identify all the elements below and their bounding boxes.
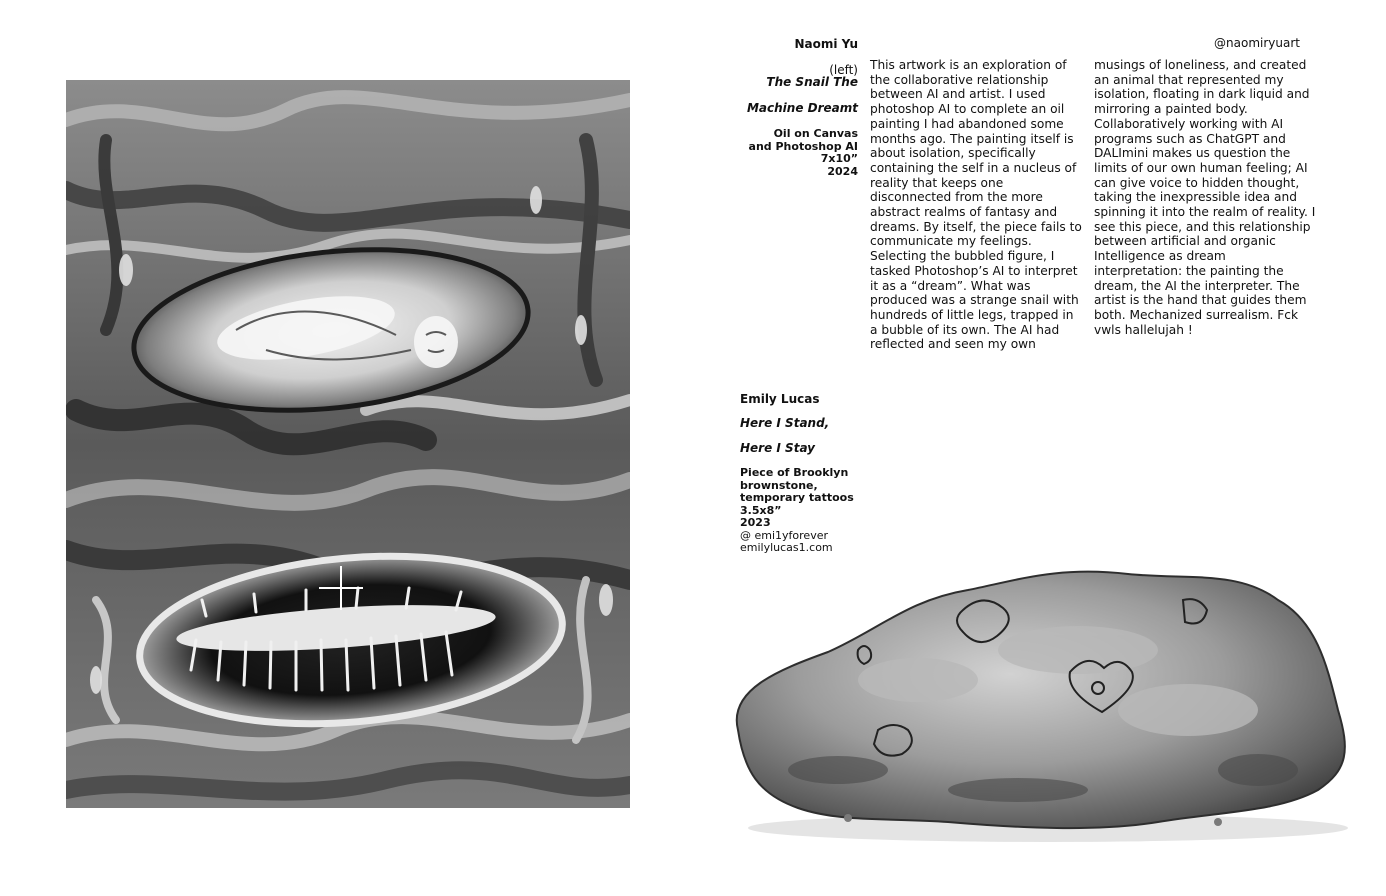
work-title-line2: Here I Stay <box>740 441 815 456</box>
naomi-caption <box>740 38 858 178</box>
painting-image <box>66 80 630 808</box>
medium-line1: Oil on Canvas <box>773 127 858 140</box>
artwork-year: 2023 <box>740 516 771 530</box>
artist-website: emilylucas1.com <box>740 541 833 555</box>
medium-line3: temporary tattoos <box>740 491 854 505</box>
artwork-year: 2024 <box>827 164 858 178</box>
essay-column-1: This artwork is an exploration of the collaborative relationship between AI and artist. I used photoshop AI to complete an oil painting I had abandoned some months ago. The painting itself is about isolation, specifically containing the self in a nucleus of reality that keeps one disconnected from the more abstract realms of fantasy and dreams. By itself, the piece fails to communicate my feelings. Selecting the bubbled figure, I tasked Photoshop’s AI to interpret it as a “dream”. What was produced was a strange snail with hundreds of little legs, trapped in a bubble of its own. The AI had reflected and seen my own <box>870 58 1082 352</box>
brownstone-rock-image <box>718 560 1358 850</box>
work-title-line2: Machine Dreamt <box>746 101 858 115</box>
work-title-line1: The Snail The <box>766 75 858 89</box>
artist-name-naomi: Naomi Yu <box>794 37 858 51</box>
emily-caption <box>740 393 900 555</box>
artwork-size: 7x10” <box>820 152 858 165</box>
position-note: (left) <box>829 63 858 77</box>
medium-line2: brownstone, <box>740 478 818 492</box>
artist-handle-naomi: @naomiryuart <box>1214 36 1300 50</box>
artwork-size: 3.5x8” <box>740 503 782 517</box>
medium-line1: Piece of Brooklyn <box>740 466 849 480</box>
work-title-line1: Here I Stand, <box>740 416 830 431</box>
medium-line2: and Photoshop AI <box>748 139 858 153</box>
essay-column-2: musings of loneliness, and created an animal that represented my isolation, floating in dark liquid and mirroring a painted body. Collaboratively working with AI programs such as ChatGPT and DALImini makes us question the limits of our own human feeling; AI can give voice to hidden thought, taking the inexpressible idea and spinning it into the realm of reality. I see this piece, and this relationship between artificial and organic Intelligence as dream interpretation: the painting the dream, the AI the interpreter. The artist is the hand that guides them both. Mechanized surrealism. Fck vwls hallelujah ! <box>1094 58 1316 337</box>
artist-handle-emily: @ emi1yforever <box>740 528 828 542</box>
artist-name-emily: Emily Lucas <box>740 392 820 406</box>
